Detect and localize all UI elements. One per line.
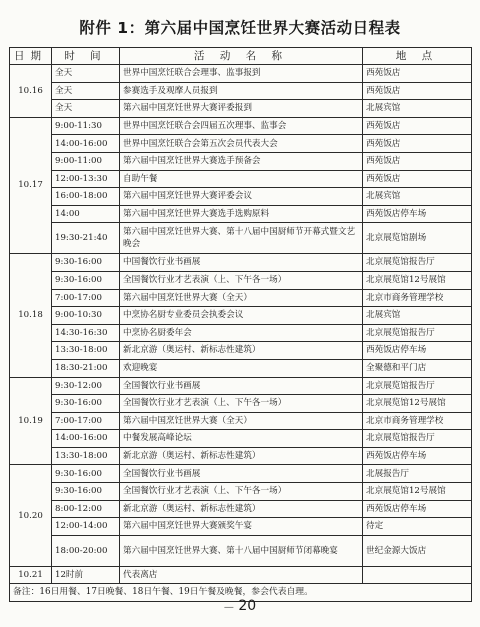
location-cell: 北展宾馆 bbox=[363, 188, 472, 206]
header-row bbox=[10, 48, 472, 65]
location-cell: 西苑饭店停车场 bbox=[363, 342, 472, 360]
activity-cell: 第六届中国烹饪世界大赛评委报到 bbox=[120, 100, 363, 118]
location-cell bbox=[363, 566, 472, 584]
time-cell: 12:00-14:00 bbox=[52, 518, 120, 536]
date-cell: 10.18 bbox=[10, 254, 52, 377]
table-row bbox=[10, 82, 472, 100]
activity-cell: 第六届中国烹饪世界大赛、第十八届中国厨师节闭幕晚宴 bbox=[120, 535, 363, 566]
activity-cell: 欢迎晚宴 bbox=[120, 359, 363, 377]
document-title: 附件 1：第六届中国烹饪世界大赛活动日程表 bbox=[79, 19, 401, 37]
table-row bbox=[10, 254, 472, 272]
activity-cell: 第六届中国烹饪世界大赛颁奖午宴 bbox=[120, 518, 363, 536]
table-row bbox=[10, 289, 472, 307]
table-row bbox=[10, 117, 472, 135]
page-dash: — bbox=[223, 602, 234, 613]
table-row bbox=[10, 152, 472, 170]
location-cell: 西苑饭店 bbox=[363, 152, 472, 170]
location-cell: 北展宾馆 bbox=[363, 307, 472, 325]
activity-cell: 全国餐饮行业书画展 bbox=[120, 465, 363, 483]
location-cell: 北京市商务管理学校 bbox=[363, 412, 472, 430]
date-cell: 10.16 bbox=[10, 65, 52, 118]
table-row bbox=[10, 412, 472, 430]
note-text: 备注：16日用餐、17日晚餐、18日午餐、19日午餐及晚餐，参会代表自理。 bbox=[10, 584, 472, 602]
time-cell: 9:30-16:00 bbox=[52, 254, 120, 272]
location-cell: 北京展览馆报告厅 bbox=[363, 377, 472, 395]
location-cell: 北展宾馆 bbox=[363, 100, 472, 118]
page-number bbox=[0, 598, 480, 614]
time-cell: 18:30-21:00 bbox=[52, 359, 120, 377]
activity-cell: 全国餐饮行业才艺表演（上、下午各一场） bbox=[120, 395, 363, 413]
date-cell: 10.19 bbox=[10, 377, 52, 465]
table-row bbox=[10, 395, 472, 413]
time-cell: 全天 bbox=[52, 100, 120, 118]
time-cell: 18:00-20:00 bbox=[52, 535, 120, 566]
time-cell: 14:00-16:00 bbox=[52, 430, 120, 448]
activity-cell: 新北京游（奥运村、新标志性建筑） bbox=[120, 500, 363, 518]
time-cell: 9:30-16:00 bbox=[52, 483, 120, 501]
header-activity: 活 动 名 称 bbox=[120, 48, 363, 65]
location-cell: 西苑饭店 bbox=[363, 117, 472, 135]
table-row bbox=[10, 170, 472, 188]
activity-cell: 中烹协名厨委年会 bbox=[120, 324, 363, 342]
time-cell: 16:00-18:00 bbox=[52, 188, 120, 206]
location-cell: 全聚德和平门店 bbox=[363, 359, 472, 377]
time-cell: 9:00-11:30 bbox=[52, 117, 120, 135]
location-cell: 北京市商务管理学校 bbox=[363, 289, 472, 307]
table-row bbox=[10, 223, 472, 254]
time-cell: 7:00-17:00 bbox=[52, 412, 120, 430]
activity-cell: 第六届中国烹饪世界大赛（全天） bbox=[120, 289, 363, 307]
activity-cell: 第六届中国烹饪世界大赛选手选购原料 bbox=[120, 205, 363, 223]
activity-cell: 中国餐饮行业书画展 bbox=[120, 254, 363, 272]
time-cell: 9:00-11:00 bbox=[52, 152, 120, 170]
table-row bbox=[10, 188, 472, 206]
header-location: 地 点 bbox=[363, 48, 472, 65]
activity-cell: 世界中国烹饪联合会第五次会员代表大会 bbox=[120, 135, 363, 153]
date-cell: 10.17 bbox=[10, 117, 52, 254]
table-row bbox=[10, 483, 472, 501]
table-row bbox=[10, 307, 472, 325]
table-row bbox=[10, 518, 472, 536]
activity-cell: 中餐发展高峰论坛 bbox=[120, 430, 363, 448]
activity-cell: 全国餐饮行业书画展 bbox=[120, 377, 363, 395]
table-row bbox=[10, 324, 472, 342]
time-cell: 7:00-17:00 bbox=[52, 289, 120, 307]
location-cell: 北京展览馆报告厅 bbox=[363, 254, 472, 272]
activity-cell: 新北京游（奥运村、新标志性建筑） bbox=[120, 342, 363, 360]
activity-cell: 中烹协名厨专业委员会执委会议 bbox=[120, 307, 363, 325]
location-cell: 西苑饭店停车场 bbox=[363, 500, 472, 518]
activity-cell: 全国餐饮行业才艺表演（上、下午各一场） bbox=[120, 271, 363, 289]
location-cell: 北京展览馆12号展馆 bbox=[363, 483, 472, 501]
schedule-table bbox=[9, 47, 472, 602]
activity-cell: 代表离店 bbox=[120, 566, 363, 584]
activity-cell: 世界中国烹饪联合会理事、监事报到 bbox=[120, 65, 363, 83]
location-cell: 北京展览馆报告厅 bbox=[363, 324, 472, 342]
location-cell: 北京展览馆12号展馆 bbox=[363, 395, 472, 413]
location-cell: 西苑饭店 bbox=[363, 82, 472, 100]
table-row bbox=[10, 447, 472, 465]
table-row bbox=[10, 465, 472, 483]
location-cell: 待定 bbox=[363, 518, 472, 536]
table-row bbox=[10, 271, 472, 289]
time-cell: 8:00-12:00 bbox=[52, 500, 120, 518]
location-cell: 北展报告厅 bbox=[363, 465, 472, 483]
activity-cell: 第六届中国烹饪世界大赛（全天） bbox=[120, 412, 363, 430]
activity-cell: 第六届中国烹饪世界大赛、第十八届中国厨师节开幕式暨文艺晚会 bbox=[120, 223, 363, 254]
page-number-value: 20 bbox=[238, 598, 257, 614]
time-cell: 9:30-16:00 bbox=[52, 465, 120, 483]
time-cell: 9:30-12:00 bbox=[52, 377, 120, 395]
table-row bbox=[10, 377, 472, 395]
activity-cell: 参赛选手及观摩人员报到 bbox=[120, 82, 363, 100]
time-cell: 全天 bbox=[52, 82, 120, 100]
time-cell: 14:00 bbox=[52, 205, 120, 223]
time-cell: 9:30-16:00 bbox=[52, 271, 120, 289]
activity-cell: 世界中国烹饪联合会四届五次理事、监事会 bbox=[120, 117, 363, 135]
activity-cell: 全国餐饮行业才艺表演（上、下午各一场） bbox=[120, 483, 363, 501]
location-cell: 北京展览馆报告厅 bbox=[363, 430, 472, 448]
header-date: 日期 bbox=[10, 48, 52, 65]
time-cell: 12时前 bbox=[52, 566, 120, 584]
header-time: 时 间 bbox=[52, 48, 120, 65]
time-cell: 9:30-16:00 bbox=[52, 395, 120, 413]
activity-cell: 第六届中国烹饪世界大赛选手预备会 bbox=[120, 152, 363, 170]
activity-cell: 新北京游（奥运村、新标志性建筑） bbox=[120, 447, 363, 465]
location-cell: 北京展览馆剧场 bbox=[363, 223, 472, 254]
time-cell: 14:00-16:00 bbox=[52, 135, 120, 153]
time-cell: 13:30-18:00 bbox=[52, 342, 120, 360]
location-cell: 世纪金源大饭店 bbox=[363, 535, 472, 566]
table-row bbox=[10, 65, 472, 83]
location-cell: 西苑饭店停车场 bbox=[363, 447, 472, 465]
location-cell: 西苑饭店 bbox=[363, 65, 472, 83]
date-cell: 10.20 bbox=[10, 465, 52, 566]
table-row bbox=[10, 359, 472, 377]
table-row bbox=[10, 205, 472, 223]
time-cell: 全天 bbox=[52, 65, 120, 83]
time-cell: 19:30-21:40 bbox=[52, 223, 120, 254]
location-cell: 西苑饭店停车场 bbox=[363, 205, 472, 223]
table-row bbox=[10, 100, 472, 118]
table-row bbox=[10, 566, 472, 584]
table-row bbox=[10, 535, 472, 566]
table-row bbox=[10, 430, 472, 448]
time-cell: 13:30-18:00 bbox=[52, 447, 120, 465]
schedule-body bbox=[10, 65, 472, 584]
activity-cell: 第六届中国烹饪世界大赛评委会议 bbox=[120, 188, 363, 206]
time-cell: 12:00-13:30 bbox=[52, 170, 120, 188]
location-cell: 北京展览馆12号展馆 bbox=[363, 271, 472, 289]
table-row bbox=[10, 342, 472, 360]
table-row bbox=[10, 135, 472, 153]
activity-cell: 自助午餐 bbox=[120, 170, 363, 188]
time-cell: 9:00-10:30 bbox=[52, 307, 120, 325]
location-cell: 西苑饭店 bbox=[363, 135, 472, 153]
table-row bbox=[10, 500, 472, 518]
time-cell: 14:30-16:30 bbox=[52, 324, 120, 342]
location-cell: 西苑饭店 bbox=[363, 170, 472, 188]
date-cell: 10.21 bbox=[10, 566, 52, 584]
